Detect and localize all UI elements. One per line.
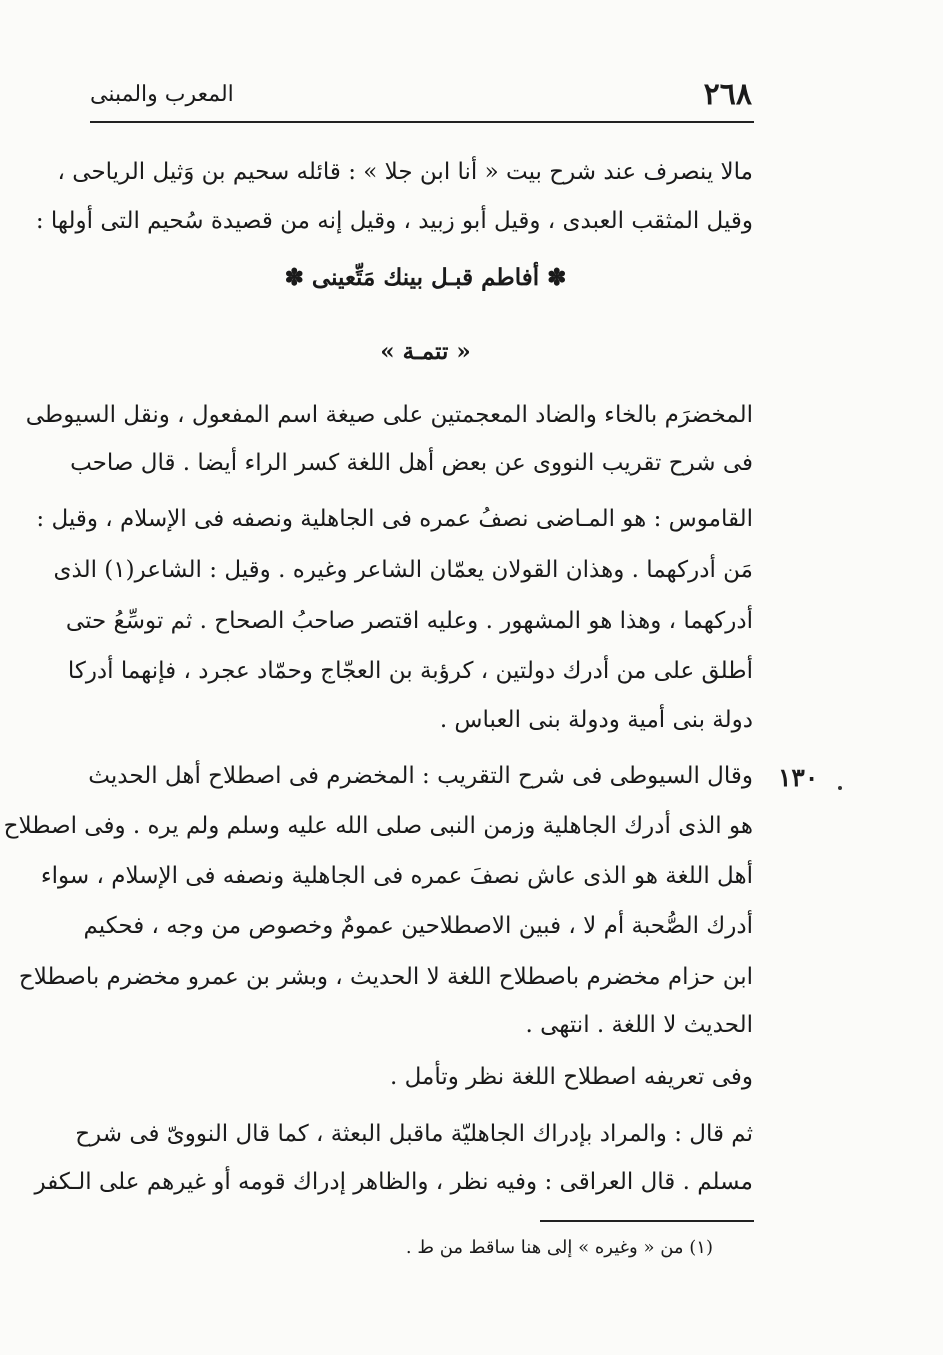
footnote-rule bbox=[540, 1220, 754, 1222]
text-line: مسلم . قال العراقى : وفيه نظر ، والظاهر إدراك قومه أو غيرهم على الـكفر bbox=[34, 1169, 753, 1195]
text-line: دولة بنى أمية ودولة بنى العباس . bbox=[439, 707, 753, 733]
text-line: مَن أدركهما . وهذان القولان يعمّان الشاعر وغيره . وقيل : الشاعر(١) الذى bbox=[53, 557, 753, 583]
text-line: القاموس : هو المـاضى نصفُ عمره فى الجاهلية ونصفه فى الإسلام ، وقيل : bbox=[36, 506, 753, 532]
running-header-title: المعرب والمبنى bbox=[90, 82, 234, 107]
text-line: ابن حزام مخضرم باصطلاح اللغة لا الحديث ، وبشر بن عمرو مخضرم باصطلاح bbox=[18, 964, 753, 990]
header-rule bbox=[90, 121, 754, 123]
text-line: أطلق على من أدرك دولتين ، كرؤبة بن العجّاج وحمّاد عجرد ، فإنهما أدركا bbox=[67, 658, 753, 684]
text-line: وقال السيوطى فى شرح التقريب : المخضرم فى اصطلاح أهل الحديث bbox=[88, 763, 753, 789]
text-line: فى شرح تقريب النووى عن بعض أهل اللغة كسر الراء أيضا . قال صاحب bbox=[70, 450, 753, 476]
text-line: وقيل المثقب العبدى ، وقيل أبو زبيد ، وقيل إنه من قصيدة سُحيم التى أولها : bbox=[35, 208, 753, 234]
verse-line: ✽ أفاطم قبـل بينك مَتِّعينى ✽ bbox=[284, 264, 567, 291]
text-line: هو الذى أدرك الجاهلية وزمن النبى صلى الله عليه وسلم ولم يره . وفى اصطلاح bbox=[3, 813, 753, 839]
text-line: أدرك الصُّحبة أم لا ، فبين الاصطلاحين عمومٌ وخصوص من وجه ، فحكيم bbox=[83, 913, 753, 939]
text-line: أهل اللغة هو الذى عاش نصفَ عمره فى الجاهلية ونصفه فى الإسلام ، سواء bbox=[40, 863, 753, 889]
text-line: ثم قال : والمراد بإدراك الجاهليّة ماقبل البعثة ، كما قال النووىّ فى شرح bbox=[75, 1121, 753, 1147]
page-number: ٢٦٨ bbox=[703, 77, 752, 112]
text-line: مالا ينصرف عند شرح بيت « أنا ابن جلا » : قائله سحيم بن وَثيل الرياحى ، bbox=[57, 159, 753, 185]
text-line: أدركهما ، وهذا هو المشهور . وعليه اقتصر صاحبُ الصحاح . ثم توسِّعُ حتى bbox=[65, 608, 753, 634]
margin-dot bbox=[838, 786, 842, 790]
text-line: وفى تعريفه اصطلاح اللغة نظر وتأمل . bbox=[389, 1064, 753, 1090]
section-title: « تتمـة » bbox=[380, 338, 471, 365]
text-line: المخضرَم بالخاء والضاد المعجمتين على صيغة اسم المفعول ، ونقل السيوطى bbox=[25, 402, 753, 428]
footnote: (١) من « وغيره » إلى هنا ساقط من ط . bbox=[405, 1237, 713, 1258]
margin-number: ١٣٠ bbox=[778, 763, 819, 792]
text-line: الحديث لا اللغة . انتهى . bbox=[525, 1012, 753, 1038]
